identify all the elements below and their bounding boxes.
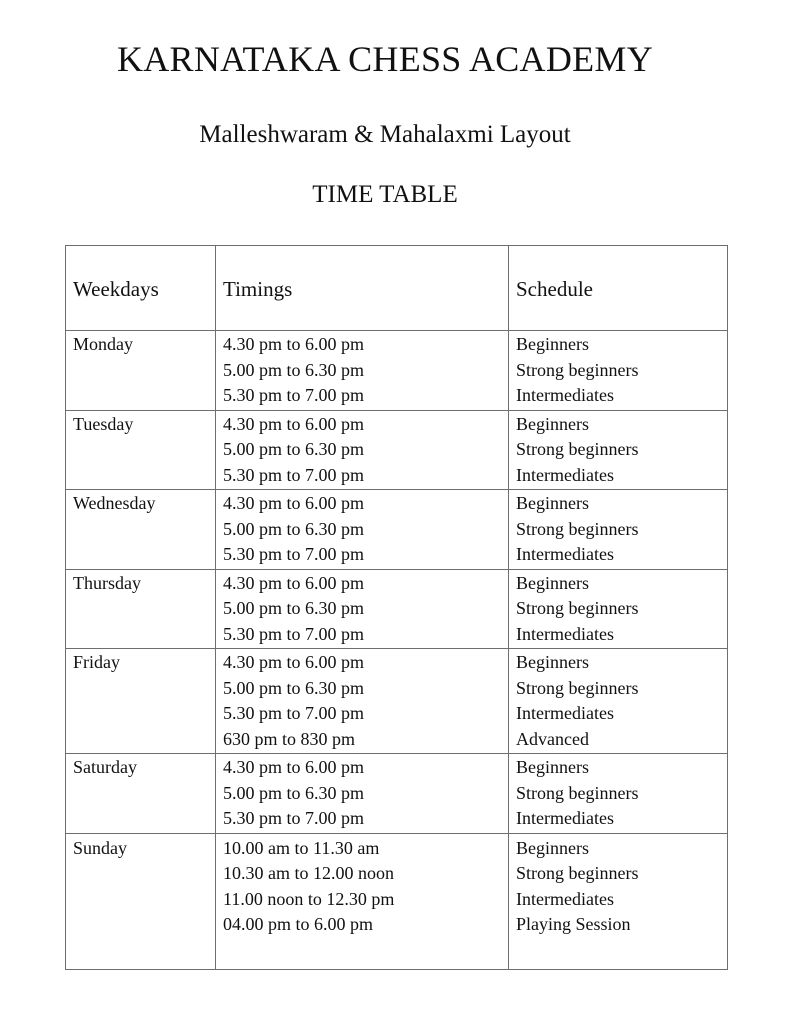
schedule-line: Intermediates xyxy=(516,544,614,564)
day-cell xyxy=(66,569,216,649)
day-cell xyxy=(66,649,216,754)
schedule-line: Beginners xyxy=(516,334,589,354)
timing-line: 4.30 pm to 6.00 pm xyxy=(223,334,365,354)
header-schedule: Schedule xyxy=(509,246,728,331)
schedule-line: Strong beginners xyxy=(516,518,639,539)
schedule-cell xyxy=(509,833,728,969)
timings-cell xyxy=(216,410,509,490)
timing-line: 5.00 pm to 6.30 pm xyxy=(223,782,365,803)
schedule-line: Beginners xyxy=(516,652,589,672)
schedule-line: Strong beginners xyxy=(516,359,639,380)
schedule-line: Strong beginners xyxy=(516,677,639,698)
timing-line: 5.30 pm to 7.00 pm xyxy=(223,623,365,644)
day-label: Wednesday xyxy=(73,493,156,513)
schedule-cell xyxy=(509,569,728,649)
table-row xyxy=(66,833,728,969)
table-row xyxy=(66,754,728,834)
timing-line: 10.30 am to 12.00 noon xyxy=(223,863,394,883)
timing-line: 10.00 am to 11.30 am xyxy=(223,837,380,858)
day-cell xyxy=(66,331,216,411)
table-row xyxy=(66,490,728,570)
timing-line: 5.00 pm to 6.30 pm xyxy=(223,439,365,459)
table-row xyxy=(66,649,728,754)
schedule-line: Playing Session xyxy=(516,914,631,934)
schedule-line: Intermediates xyxy=(516,623,614,644)
schedule-cell xyxy=(509,649,728,754)
schedule-cell xyxy=(509,410,728,490)
schedule-cell xyxy=(509,754,728,834)
timings-cell xyxy=(216,833,509,969)
schedule-line: Intermediates xyxy=(516,888,614,909)
schedule-line: Beginners xyxy=(516,837,589,858)
schedule-line: Advanced xyxy=(516,728,589,749)
timing-line: 4.30 pm to 6.00 pm xyxy=(223,572,365,593)
day-label: Tuesday xyxy=(73,413,134,434)
schedule-line: Beginners xyxy=(516,413,589,434)
day-label: Saturday xyxy=(73,757,137,777)
schedule-cell xyxy=(509,490,728,570)
timing-line: 5.00 pm to 6.30 pm xyxy=(223,359,365,380)
header-timings: Timings xyxy=(216,246,509,331)
timings-cell xyxy=(216,569,509,649)
timings-cell xyxy=(216,754,509,834)
table-row xyxy=(66,569,728,649)
day-label: Friday xyxy=(73,652,120,672)
schedule-line: Strong beginners xyxy=(516,439,639,459)
timing-line: 5.30 pm to 7.00 pm xyxy=(223,808,365,828)
section-heading: TIME TABLE xyxy=(312,181,458,208)
timing-line: 11.00 noon to 12.30 pm xyxy=(223,888,395,909)
schedule-line: Intermediates xyxy=(516,808,614,828)
day-cell xyxy=(66,754,216,834)
timing-line: 4.30 pm to 6.00 pm xyxy=(223,757,365,777)
timetable xyxy=(65,245,728,970)
day-label: Sunday xyxy=(73,837,127,858)
day-label: Thursday xyxy=(73,572,141,593)
timing-line: 5.30 pm to 7.00 pm xyxy=(223,544,365,564)
timing-line: 4.30 pm to 6.00 pm xyxy=(223,413,365,434)
day-label: Monday xyxy=(73,334,133,354)
schedule-cell xyxy=(509,331,728,411)
timing-line: 5.00 pm to 6.30 pm xyxy=(223,518,365,539)
timing-line: 5.00 pm to 6.30 pm xyxy=(223,677,365,698)
timings-cell xyxy=(216,331,509,411)
timing-line: 4.30 pm to 6.00 pm xyxy=(223,493,365,513)
schedule-line: Intermediates xyxy=(516,464,614,485)
schedule-line: Beginners xyxy=(516,572,589,593)
day-cell xyxy=(66,833,216,969)
schedule-line: Strong beginners xyxy=(516,863,639,883)
schedule-line: Beginners xyxy=(516,493,589,513)
timetable-header-row xyxy=(66,246,728,331)
schedule-line: Intermediates xyxy=(516,385,614,405)
table-row xyxy=(66,410,728,490)
timing-line: 5.30 pm to 7.00 pm xyxy=(223,464,365,485)
timing-line: 5.30 pm to 7.00 pm xyxy=(223,703,365,723)
day-cell xyxy=(66,410,216,490)
timing-line: 5.00 pm to 6.30 pm xyxy=(223,598,365,618)
header-weekdays: Weekdays xyxy=(66,246,216,331)
schedule-line: Strong beginners xyxy=(516,782,639,803)
day-cell xyxy=(66,490,216,570)
schedule-line: Intermediates xyxy=(516,703,614,723)
schedule-line: Strong beginners xyxy=(516,598,639,618)
document-title: KARNATAKA CHESS ACADEMY xyxy=(116,39,654,79)
table-row xyxy=(66,331,728,411)
timings-cell xyxy=(216,649,509,754)
timing-line: 04.00 pm to 6.00 pm xyxy=(223,914,374,934)
timing-line: 630 pm to 830 pm xyxy=(223,728,356,749)
timings-cell xyxy=(216,490,509,570)
schedule-line: Beginners xyxy=(516,757,589,777)
timing-line: 4.30 pm to 6.00 pm xyxy=(223,652,365,672)
document-subtitle: Malleshwaram & Mahalaxmi Layout xyxy=(199,121,571,148)
timing-line: 5.30 pm to 7.00 pm xyxy=(223,385,365,405)
